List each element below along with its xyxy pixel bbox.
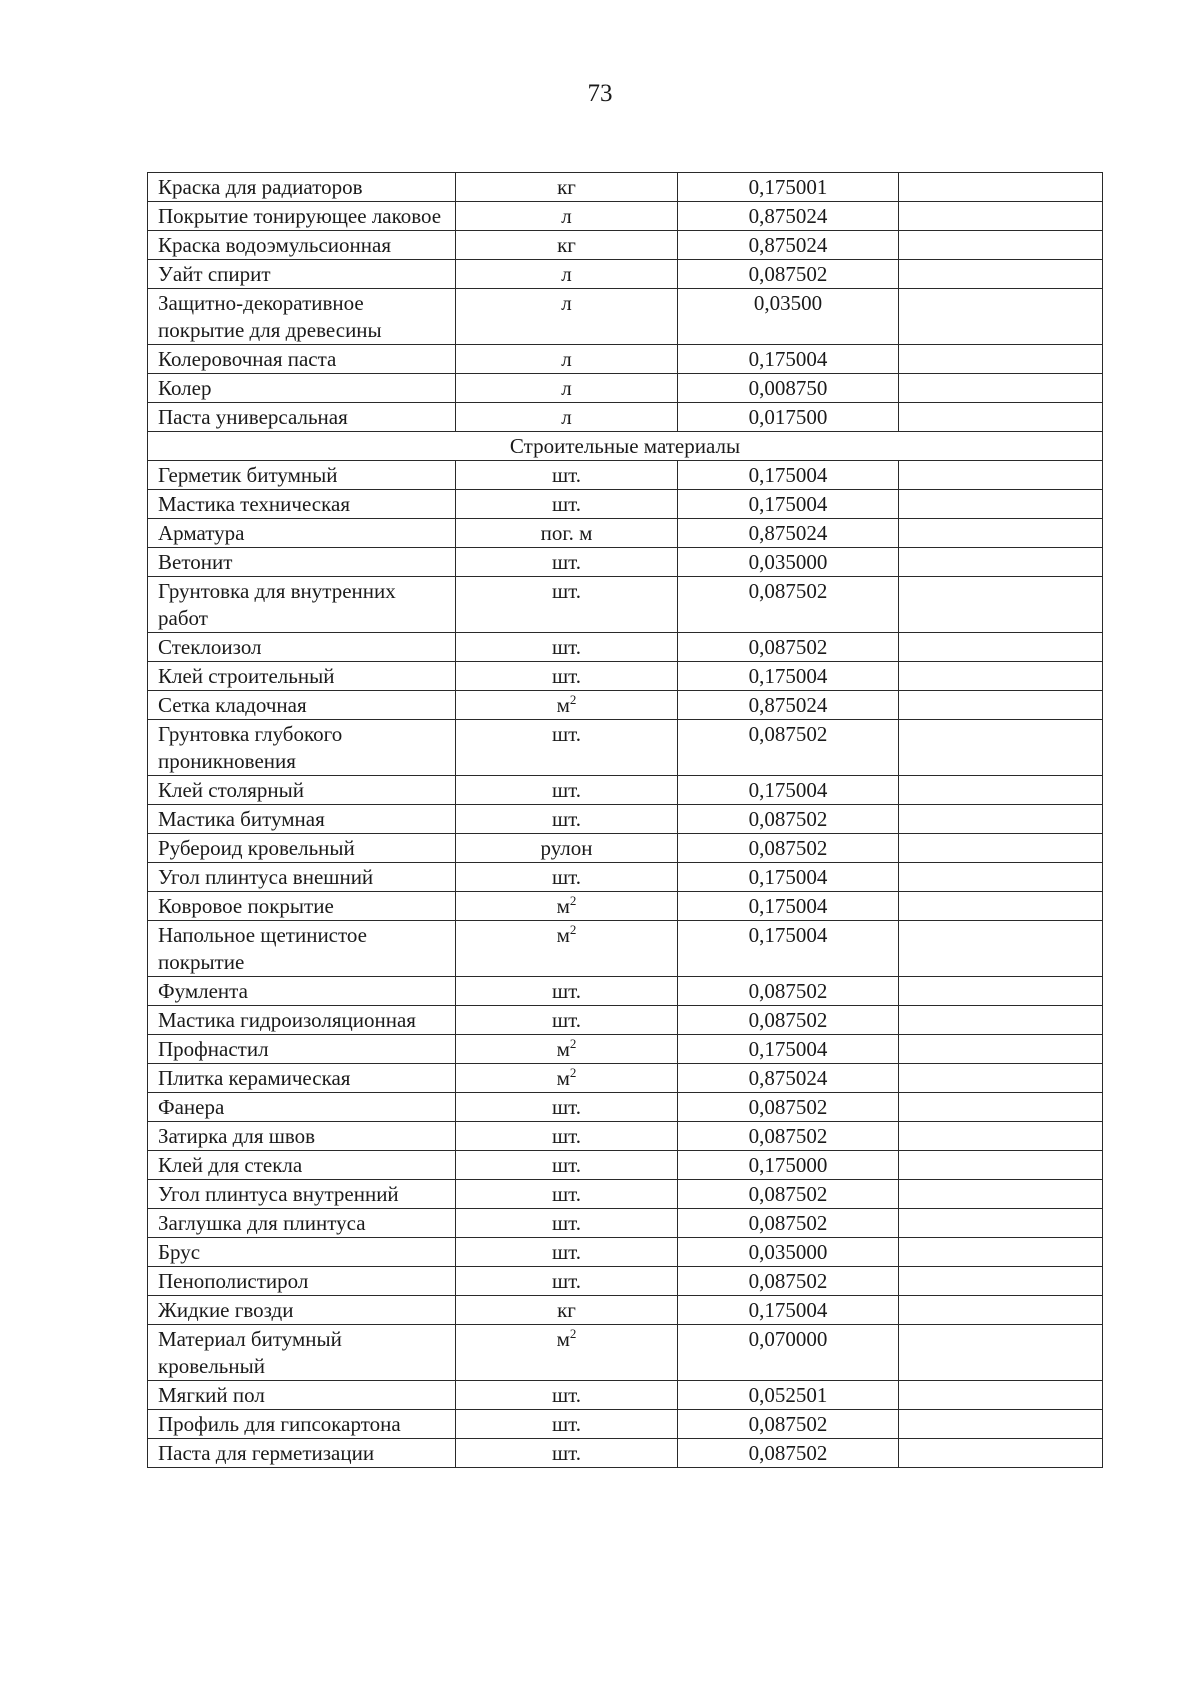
material-name: Сетка кладочная [148, 691, 456, 720]
material-name: Краска водоэмульсионная [148, 231, 456, 260]
table-row [148, 1439, 1103, 1468]
table-row [148, 720, 1103, 776]
unit-text: шт. [551, 1441, 582, 1465]
material-unit [456, 1410, 678, 1439]
material-quantity: 0,087502 [678, 1410, 899, 1439]
section-header-row [148, 432, 1103, 461]
unit-text: м [556, 1037, 570, 1061]
material-quantity: 0,087502 [678, 633, 899, 662]
material-name: Колер [148, 374, 456, 403]
unit-text: кг [557, 233, 576, 257]
table-row [148, 1267, 1103, 1296]
material-name: Грунтовка глубокого проникновения [148, 720, 456, 776]
empty-cell [899, 662, 1103, 691]
empty-cell [899, 1209, 1103, 1238]
material-unit [456, 260, 678, 289]
table-row [148, 1180, 1103, 1209]
material-quantity: 0,087502 [678, 1439, 899, 1468]
material-quantity: 0,175004 [678, 892, 899, 921]
material-unit [456, 1209, 678, 1238]
table-row [148, 1325, 1103, 1381]
unit-text: шт. [551, 1153, 582, 1177]
table-row [148, 490, 1103, 519]
material-name: Брус [148, 1238, 456, 1267]
empty-cell [899, 577, 1103, 633]
material-unit [456, 1439, 678, 1468]
material-unit [456, 289, 678, 345]
table-row [148, 231, 1103, 260]
empty-cell [899, 1180, 1103, 1209]
table-row [148, 805, 1103, 834]
table-row [148, 892, 1103, 921]
empty-cell [899, 892, 1103, 921]
table-row [148, 1238, 1103, 1267]
empty-cell [899, 805, 1103, 834]
material-unit [456, 202, 678, 231]
unit-text: шт. [551, 492, 582, 516]
table-row [148, 548, 1103, 577]
empty-cell [899, 173, 1103, 202]
unit-text: шт. [551, 1008, 582, 1032]
empty-cell [899, 1267, 1103, 1296]
material-unit [456, 1238, 678, 1267]
material-name: Профиль для гипсокартона [148, 1410, 456, 1439]
material-name: Рубероид кровельный [148, 834, 456, 863]
empty-cell [899, 977, 1103, 1006]
unit-text: л [561, 376, 572, 400]
table-row [148, 1064, 1103, 1093]
unit-exponent: 2 [569, 1065, 577, 1080]
empty-cell [899, 202, 1103, 231]
table-row [148, 633, 1103, 662]
material-unit [456, 490, 678, 519]
material-quantity: 0,087502 [678, 805, 899, 834]
unit-text: рулон [540, 836, 593, 860]
material-unit [456, 374, 678, 403]
table-row [148, 776, 1103, 805]
empty-cell [899, 1151, 1103, 1180]
material-unit [456, 776, 678, 805]
unit-text: м [556, 1327, 570, 1351]
material-quantity: 0,087502 [678, 1122, 899, 1151]
material-quantity: 0,175004 [678, 662, 899, 691]
material-quantity: 0,175001 [678, 173, 899, 202]
empty-cell [899, 374, 1103, 403]
material-unit [456, 548, 678, 577]
unit-text: шт. [551, 865, 582, 889]
material-quantity: 0,035000 [678, 548, 899, 577]
material-name: Арматура [148, 519, 456, 548]
material-unit [456, 921, 678, 977]
unit-text: шт. [551, 778, 582, 802]
empty-cell [899, 1439, 1103, 1468]
unit-text: шт. [551, 579, 582, 603]
empty-cell [899, 863, 1103, 892]
empty-cell [899, 1064, 1103, 1093]
material-unit [456, 1093, 678, 1122]
material-unit [456, 1006, 678, 1035]
material-unit [456, 1151, 678, 1180]
table-row [148, 1381, 1103, 1410]
empty-cell [899, 1296, 1103, 1325]
material-name: Стеклоизол [148, 633, 456, 662]
unit-text: м [556, 1066, 570, 1090]
material-quantity: 0,875024 [678, 231, 899, 260]
material-quantity: 0,875024 [678, 519, 899, 548]
material-unit [456, 403, 678, 432]
table-row [148, 691, 1103, 720]
material-name: Грунтовка для внутренних работ [148, 577, 456, 633]
material-quantity: 0,087502 [678, 720, 899, 776]
unit-text: шт. [551, 635, 582, 659]
material-quantity: 0,175004 [678, 863, 899, 892]
empty-cell [899, 519, 1103, 548]
material-name: Профнастил [148, 1035, 456, 1064]
empty-cell [899, 1381, 1103, 1410]
material-name: Клей для стекла [148, 1151, 456, 1180]
table-row [148, 1006, 1103, 1035]
table-row [148, 921, 1103, 977]
material-name: Мастика битумная [148, 805, 456, 834]
table-row [148, 345, 1103, 374]
material-name: Паста для герметизации [148, 1439, 456, 1468]
material-name: Паста универсальная [148, 403, 456, 432]
material-quantity: 0,175004 [678, 1296, 899, 1325]
empty-cell [899, 1035, 1103, 1064]
table-row [148, 863, 1103, 892]
material-quantity: 0,875024 [678, 691, 899, 720]
empty-cell [899, 289, 1103, 345]
material-unit [456, 1035, 678, 1064]
material-unit [456, 1296, 678, 1325]
material-quantity: 0,087502 [678, 834, 899, 863]
empty-cell [899, 633, 1103, 662]
materials-table-body [148, 173, 1103, 1468]
material-quantity: 0,008750 [678, 374, 899, 403]
table-row [148, 461, 1103, 490]
empty-cell [899, 345, 1103, 374]
material-unit [456, 1267, 678, 1296]
unit-exponent: 2 [569, 893, 577, 908]
table-row [148, 374, 1103, 403]
unit-text: кг [557, 1298, 576, 1322]
material-unit [456, 691, 678, 720]
material-name: Заглушка для плинтуса [148, 1209, 456, 1238]
table-row [148, 1296, 1103, 1325]
table-row [148, 1122, 1103, 1151]
unit-text: шт. [551, 1269, 582, 1293]
table-row [148, 403, 1103, 432]
material-quantity: 0,052501 [678, 1381, 899, 1410]
table-row [148, 1035, 1103, 1064]
empty-cell [899, 1410, 1103, 1439]
material-quantity: 0,087502 [678, 977, 899, 1006]
material-quantity: 0,175004 [678, 1035, 899, 1064]
material-unit [456, 633, 678, 662]
material-quantity: 0,875024 [678, 202, 899, 231]
table-row [148, 173, 1103, 202]
unit-exponent: 2 [569, 1036, 577, 1051]
material-unit [456, 834, 678, 863]
material-quantity: 0,087502 [678, 260, 899, 289]
unit-text: пог. м [540, 521, 593, 545]
material-name: Краска для радиаторов [148, 173, 456, 202]
empty-cell [899, 548, 1103, 577]
unit-text: шт. [551, 664, 582, 688]
material-unit [456, 720, 678, 776]
unit-text: шт. [551, 1211, 582, 1235]
material-quantity: 0,175004 [678, 461, 899, 490]
empty-cell [899, 1122, 1103, 1151]
unit-text: шт. [551, 722, 582, 746]
material-unit [456, 345, 678, 374]
unit-text: шт. [551, 979, 582, 1003]
material-quantity: 0,175004 [678, 490, 899, 519]
unit-text: шт. [551, 550, 582, 574]
empty-cell [899, 834, 1103, 863]
material-quantity: 0,875024 [678, 1064, 899, 1093]
material-name: Покрытие тонирующее лаковое [148, 202, 456, 231]
table-row [148, 977, 1103, 1006]
material-quantity: 0,175004 [678, 776, 899, 805]
material-name: Ковровое покрытие [148, 892, 456, 921]
material-unit [456, 1064, 678, 1093]
unit-exponent: 2 [569, 922, 577, 937]
empty-cell [899, 403, 1103, 432]
unit-text: м [556, 923, 570, 947]
material-name: Герметик битумный [148, 461, 456, 490]
material-name: Напольное щетинистое покрытие [148, 921, 456, 977]
material-unit [456, 461, 678, 490]
empty-cell [899, 490, 1103, 519]
material-unit [456, 662, 678, 691]
material-name: Затирка для швов [148, 1122, 456, 1151]
material-unit [456, 1381, 678, 1410]
unit-text: м [556, 894, 570, 918]
empty-cell [899, 1325, 1103, 1381]
unit-text: шт. [551, 1412, 582, 1436]
table-row [148, 1209, 1103, 1238]
material-name: Угол плинтуса внутренний [148, 1180, 456, 1209]
unit-text: шт. [551, 1124, 582, 1148]
table-row [148, 260, 1103, 289]
unit-exponent: 2 [569, 692, 577, 707]
table-row [148, 834, 1103, 863]
material-name: Клей столярный [148, 776, 456, 805]
material-name: Мягкий пол [148, 1381, 456, 1410]
material-quantity: 0,175004 [678, 921, 899, 977]
material-quantity: 0,03500 [678, 289, 899, 345]
table-row [148, 202, 1103, 231]
table-row [148, 662, 1103, 691]
unit-text: шт. [551, 1240, 582, 1264]
unit-text: л [561, 291, 572, 315]
material-name: Мастика техническая [148, 490, 456, 519]
unit-text: шт. [551, 463, 582, 487]
empty-cell [899, 461, 1103, 490]
empty-cell [899, 260, 1103, 289]
material-quantity: 0,087502 [678, 1093, 899, 1122]
material-name: Клей строительный [148, 662, 456, 691]
material-unit [456, 231, 678, 260]
table-row [148, 1093, 1103, 1122]
material-unit [456, 173, 678, 202]
empty-cell [899, 1093, 1103, 1122]
unit-text: л [561, 347, 572, 371]
material-name: Плитка керамическая [148, 1064, 456, 1093]
material-name: Материал битумный кровельный [148, 1325, 456, 1381]
material-quantity: 0,175004 [678, 345, 899, 374]
material-quantity: 0,087502 [678, 577, 899, 633]
table-row [148, 1151, 1103, 1180]
material-name: Жидкие гвозди [148, 1296, 456, 1325]
material-name: Фанера [148, 1093, 456, 1122]
material-unit [456, 892, 678, 921]
material-quantity: 0,070000 [678, 1325, 899, 1381]
material-unit [456, 519, 678, 548]
material-name: Мастика гидроизоляционная [148, 1006, 456, 1035]
unit-text: л [561, 405, 572, 429]
material-quantity: 0,017500 [678, 403, 899, 432]
material-quantity: 0,035000 [678, 1238, 899, 1267]
unit-text: шт. [551, 1383, 582, 1407]
material-quantity: 0,175000 [678, 1151, 899, 1180]
table-row [148, 289, 1103, 345]
empty-cell [899, 921, 1103, 977]
unit-text: кг [557, 175, 576, 199]
material-quantity: 0,087502 [678, 1006, 899, 1035]
empty-cell [899, 720, 1103, 776]
page-number: 73 [587, 80, 613, 107]
material-unit [456, 577, 678, 633]
materials-table [147, 172, 1103, 1468]
material-name: Пенополистирол [148, 1267, 456, 1296]
unit-text: шт. [551, 1182, 582, 1206]
table-row [148, 519, 1103, 548]
material-quantity: 0,087502 [678, 1267, 899, 1296]
material-name: Ветонит [148, 548, 456, 577]
empty-cell [899, 1006, 1103, 1035]
unit-text: шт. [551, 1095, 582, 1119]
table-row [148, 577, 1103, 633]
table-row [148, 1410, 1103, 1439]
empty-cell [899, 776, 1103, 805]
material-name: Колеровочная паста [148, 345, 456, 374]
empty-cell [899, 1238, 1103, 1267]
material-unit [456, 1325, 678, 1381]
unit-text: л [561, 204, 572, 228]
empty-cell [899, 691, 1103, 720]
material-unit [456, 977, 678, 1006]
material-name: Угол плинтуса внешний [148, 863, 456, 892]
unit-text: м [556, 693, 570, 717]
material-name: Фумлента [148, 977, 456, 1006]
material-unit [456, 1180, 678, 1209]
unit-text: шт. [551, 807, 582, 831]
unit-exponent: 2 [569, 1326, 577, 1341]
material-name: Уайт спирит [148, 260, 456, 289]
material-quantity: 0,087502 [678, 1209, 899, 1238]
material-unit [456, 863, 678, 892]
section-title: Строительные материалы [148, 432, 1103, 461]
empty-cell [899, 231, 1103, 260]
material-unit [456, 1122, 678, 1151]
material-quantity: 0,087502 [678, 1180, 899, 1209]
material-unit [456, 805, 678, 834]
unit-text: л [561, 262, 572, 286]
material-name: Защитно-декоративное покрытие для древесины [148, 289, 456, 345]
